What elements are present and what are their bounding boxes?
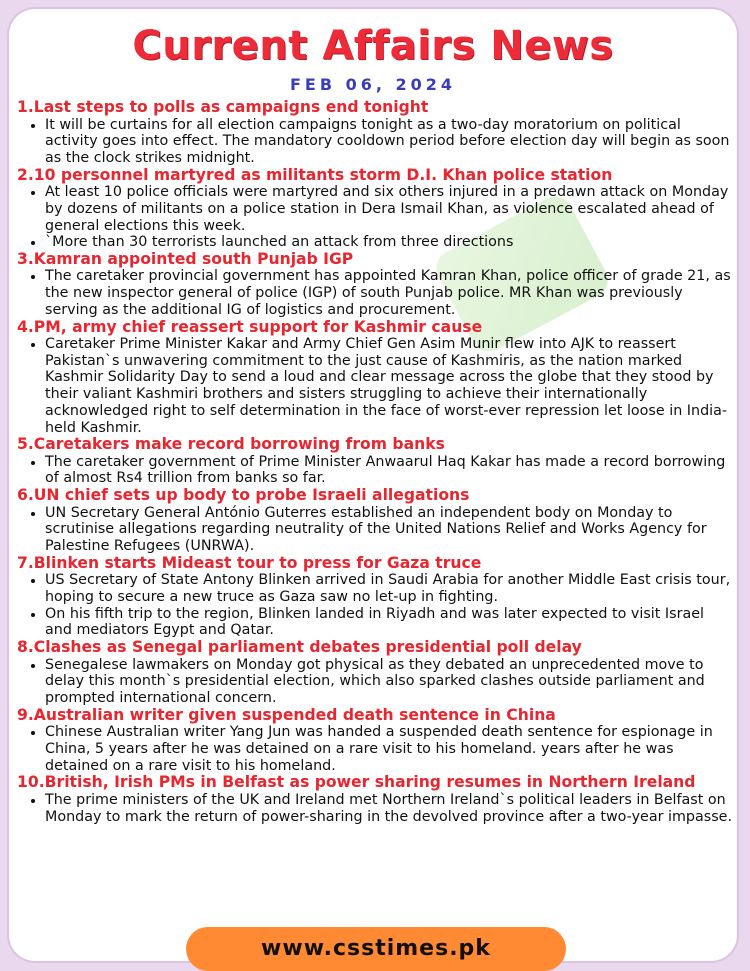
news-list (17, 99, 733, 825)
news-item (17, 774, 733, 825)
news-bullet: • Senegalese lawmakers on Monday got physical as they debated an unprecedented move to delay this month`s presidential election, which also sparked clashes outside parliament and prompted international concern. (45, 657, 733, 707)
news-bullets (17, 336, 733, 436)
news-bullet: • Caretaker Prime Minister Kakar and Army Chief Gen Asim Munir flew into AJK to reassert Pakistan`s unwavering commitment to the just cause of Kashmiris, as the nation marked Kashmir Solidarity Day to send a loud and clear message across the globe that they stood by their valiant Kashmiri brothers and sisters struggling to achieve their internationally acknowledged right to self determination in the face of worst-ever repression let loose in India-held Kashmir. (45, 336, 733, 436)
news-bullets (17, 724, 733, 774)
news-item (17, 99, 733, 167)
news-bullets (17, 268, 733, 318)
news-bullets (17, 572, 733, 639)
news-heading: 4.PM, army chief reassert support for Kashmir cause (17, 317, 483, 336)
news-heading: 1.Last steps to polls as campaigns end tonight (17, 98, 429, 116)
news-bullet: • US Secretary of State Antony Blinken arrived in Saudi Arabia for another Middle East crisis tour, hoping to secure a new truce as Gaza saw no let-up in fighting. (45, 572, 733, 605)
news-heading: 10.British, Irish PMs in Belfast as power sharing resumes in Northern Ireland (17, 773, 696, 792)
page-title: Current Affairs News (132, 23, 614, 69)
news-item (17, 707, 733, 775)
website-link[interactable]: www.csstimes.pk (186, 927, 566, 971)
news-heading: 6.UN chief sets up body to probe Israeli allegations (17, 486, 470, 505)
news-bullet: • Chinese Australian writer Yang Jun was handed a suspended death sentence for espionage in China, 5 years after he was detained on a rare visit to his homeland. years after he was detained on a rare visit to his homeland. (45, 724, 733, 774)
news-heading: 3.Kamran appointed south Punjab IGP (17, 249, 354, 268)
news-heading: 5.Caretakers make record borrowing from banks (17, 435, 445, 454)
news-bullet: • UN Secretary General António Guterres established an independent body on Monday to scrutinise allegations regarding neutrality of the United Nations Relief and Works Agency for Palestine Refugees (UNRWA). (45, 505, 733, 555)
news-bullets (17, 117, 733, 167)
news-bullets (17, 657, 733, 707)
news-item (17, 555, 733, 639)
news-bullet: • The caretaker provincial government has appointed Kamran Khan, police officer of grade 21, as the new inspector general of police (IGP) of south Punjab police. MR Khan was previously serving as the additional IG of logistics and procurement. (45, 268, 733, 318)
news-bullets (17, 184, 733, 251)
news-item (17, 167, 733, 251)
news-heading: 8.Clashes as Senegal parliament debates presidential poll delay (17, 638, 582, 657)
news-bullet: • The prime ministers of the UK and Ireland met Northern Ireland`s political leaders in Belfast on Monday to mark the return of power-sharing in the devolved province after a two-year impasse. (45, 792, 733, 825)
news-bullets (17, 792, 733, 825)
news-item (17, 319, 733, 437)
news-card (9, 9, 737, 961)
news-bullets (17, 505, 733, 555)
date-label: FEB 06, 2024 (289, 75, 457, 94)
news-bullet: • The caretaker government of Prime Minister Anwaarul Haq Kakar has made a record borrowing of almost Rs4 trillion from banks so far. (45, 454, 733, 487)
news-item (17, 436, 733, 487)
news-heading: 7.Blinken starts Mideast tour to press for Gaza truce (17, 553, 482, 572)
news-item (17, 487, 733, 555)
news-item (17, 251, 733, 319)
news-bullets (17, 454, 733, 487)
news-bullet: • On his fifth trip to the region, Blinken landed in Riyadh and was later expected to visit Israel and mediators Egypt and Qatar. (45, 606, 733, 639)
news-bullet: • It will be curtains for all election campaigns tonight as a two-day moratorium on political activity goes into effect. The mandatory cooldown period before election day will begin as soon as the clock strikes midnight. (45, 117, 733, 167)
news-bullet: • `More than 30 terrorists launched an attack from three directions (45, 234, 733, 251)
news-item (17, 639, 733, 707)
news-heading: 9.Australian writer given suspended death sentence in China (17, 705, 556, 724)
news-bullet: • At least 10 police officials were martyred and six others injured in a predawn attack on Monday by dozens of militants on a police station in Dera Ismail Khan, as violence escalated ahead of general elections this week. (45, 184, 733, 234)
news-heading: 2.10 personnel martyred as militants storm D.I. Khan police station (17, 165, 613, 184)
